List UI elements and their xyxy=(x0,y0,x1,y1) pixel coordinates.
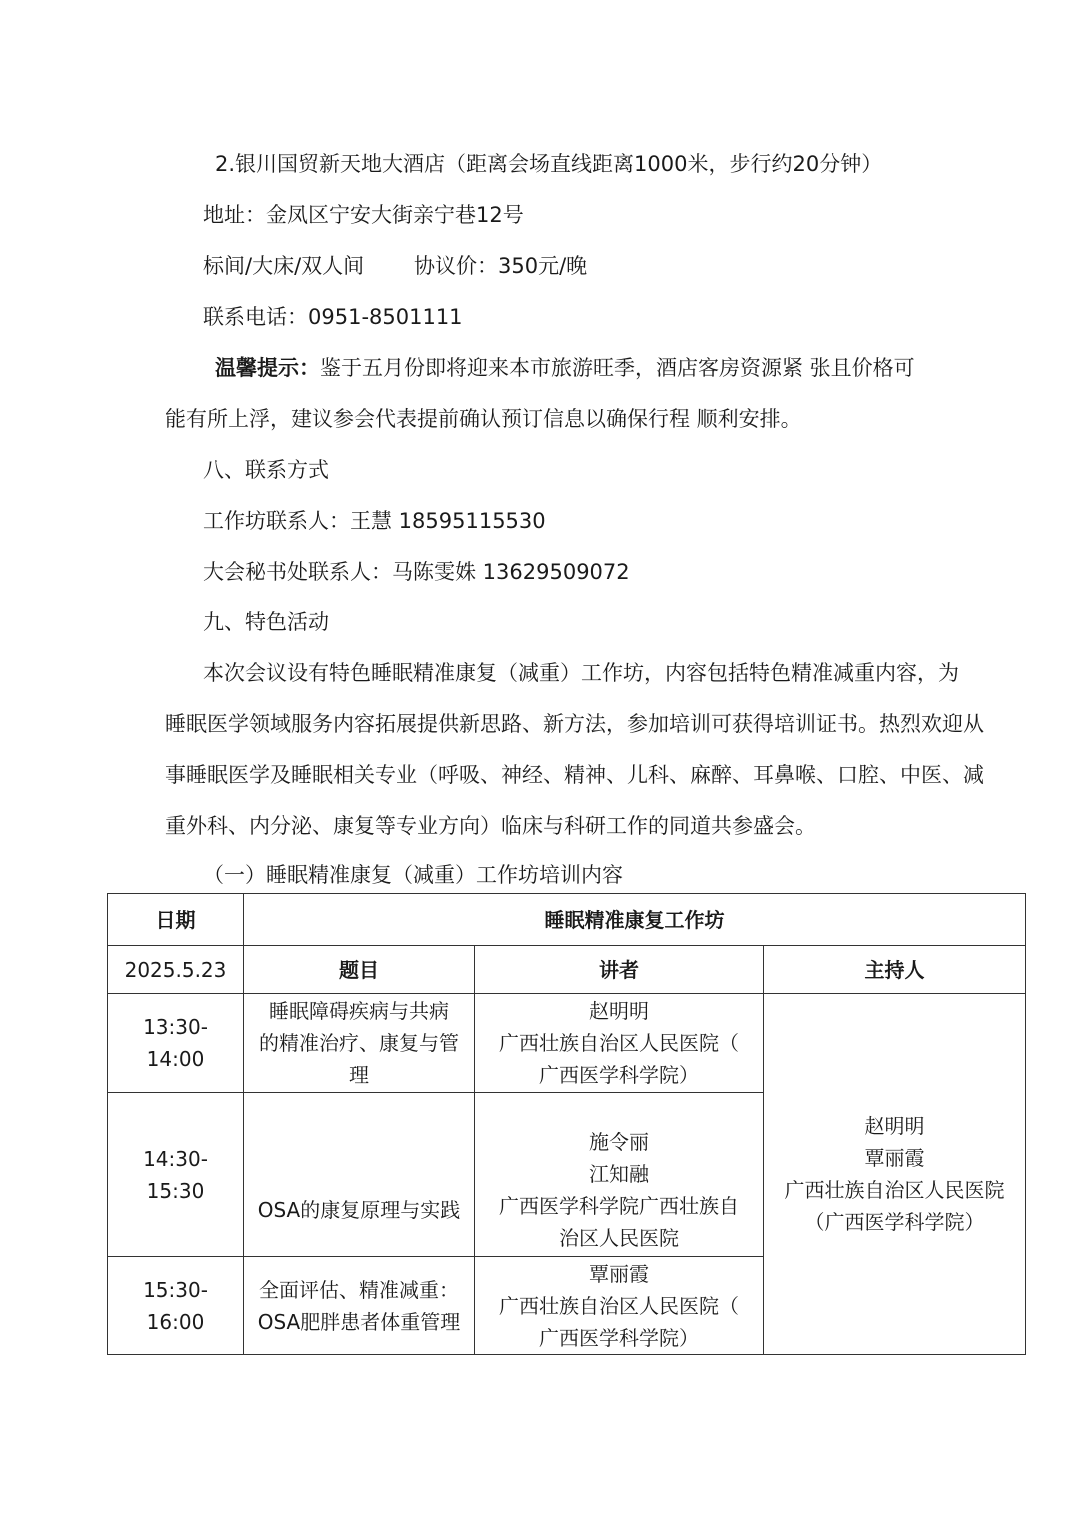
speaker-line: 广西壮族自治区人民医院（ xyxy=(499,1293,739,1318)
topic-cell xyxy=(244,994,475,1093)
topic-line: OSA的康复原理与实践 xyxy=(257,1198,461,1222)
activities-heading: 九、特色活动 xyxy=(203,610,329,634)
speaker-cell xyxy=(475,1257,764,1355)
date-header: 日期 xyxy=(108,894,244,946)
speaker-line: 广西医学科学院） xyxy=(539,1325,699,1350)
topic-line: 理 xyxy=(349,1063,369,1087)
activities-paragraph-line: 重外科、内分泌、康复等专业方向）临床与科研工作的同道共参盛会。 xyxy=(165,814,816,838)
host-line: （广西医学科学院） xyxy=(804,1210,985,1234)
workshop-header: 睡眠精准康复工作坊 xyxy=(244,894,1026,946)
hotel-price: 协议价：350元/晚 xyxy=(414,254,588,278)
tip-text-1: 鉴于五月份即将迎来本市旅游旺季，酒店客房资源紧 张且价格可 xyxy=(320,356,915,380)
speaker-line: 广西壮族自治区人民医院（ xyxy=(499,1031,739,1055)
topic-cell xyxy=(244,1257,475,1355)
speaker-line: 赵明明 xyxy=(589,999,649,1023)
table-column-row xyxy=(108,946,1026,994)
speaker-line: 广西医学科学院广西壮族自 xyxy=(499,1194,739,1218)
hotel-phone: 联系电话：0951-8501111 xyxy=(203,305,463,329)
hotel-room-type: 标间/大床/双人间 xyxy=(203,254,365,278)
time-cell: 13:30-14:00 xyxy=(108,994,244,1093)
topic-line: OSA肥胖患者体重管理 xyxy=(257,1309,461,1334)
topic-line: 的精准治疗、康复与管 xyxy=(259,1031,459,1055)
topic-cell xyxy=(244,1093,475,1257)
speaker-cell xyxy=(475,994,764,1093)
speaker-line: 覃丽霞 xyxy=(589,1261,649,1286)
speaker-cell xyxy=(475,1093,764,1257)
host-header: 主持人 xyxy=(764,946,1026,994)
topic-line: 全面评估、精准减重： xyxy=(259,1277,459,1302)
host-cell xyxy=(764,994,1026,1355)
secretariat-contact: 大会秘书处联系人：马陈雯姝 13629509072 xyxy=(203,560,630,584)
activities-paragraph-line: 睡眠医学领域服务内容拓展提供新思路、新方法，参加培训可获得培训证书。热烈欢迎从 xyxy=(165,712,984,736)
workshop-schedule-table xyxy=(107,893,1026,1355)
table-caption: （一）睡眠精准康复（减重）工作坊培训内容 xyxy=(203,863,623,887)
time-cell: 14:30-15:30 xyxy=(108,1093,244,1257)
table-row xyxy=(108,994,1026,1093)
time-cell: 15:30-16:00 xyxy=(108,1257,244,1355)
speaker-line: 治区人民医院 xyxy=(559,1226,679,1250)
speaker-line: 江知融 xyxy=(589,1162,649,1186)
workshop-contact: 工作坊联系人：王慧 18595115530 xyxy=(203,509,546,533)
contacts-heading: 八、联系方式 xyxy=(203,458,329,482)
speaker-line: 广西医学科学院） xyxy=(539,1063,699,1087)
topic-line: 睡眠障碍疾病与共病 xyxy=(269,999,449,1023)
hotel-title: 2.银川国贸新天地大酒店（距离会场直线距离1000米，步行约20分钟） xyxy=(215,152,883,176)
topic-header: 题目 xyxy=(244,946,475,994)
speaker-line: 施令丽 xyxy=(589,1130,649,1154)
host-line: 赵明明 xyxy=(864,1114,925,1138)
hotel-address: 地址：金凤区宁安大街亲宁巷12号 xyxy=(203,203,524,227)
host-line: 广西壮族自治区人民医院 xyxy=(784,1178,1005,1202)
host-line: 覃丽霞 xyxy=(864,1146,925,1170)
tip-label: 温馨提示： xyxy=(215,356,320,380)
speaker-header: 讲者 xyxy=(475,946,764,994)
activities-paragraph-line: 本次会议设有特色睡眠精准康复（减重）工作坊，内容包括特色精准减重内容，为 xyxy=(203,661,959,685)
activities-paragraph-line: 事睡眠医学及睡眠相关专业（呼吸、神经、精神、儿科、麻醉、耳鼻喉、口腔、中医、减 xyxy=(165,763,984,787)
table-header-row xyxy=(108,894,1026,946)
tip-line-2: 能有所上浮，建议参会代表提前确认预订信息以确保行程 顺利安排。 xyxy=(165,407,802,431)
tip-line-1 xyxy=(215,355,915,381)
date-cell: 2025.5.23 xyxy=(108,946,244,994)
